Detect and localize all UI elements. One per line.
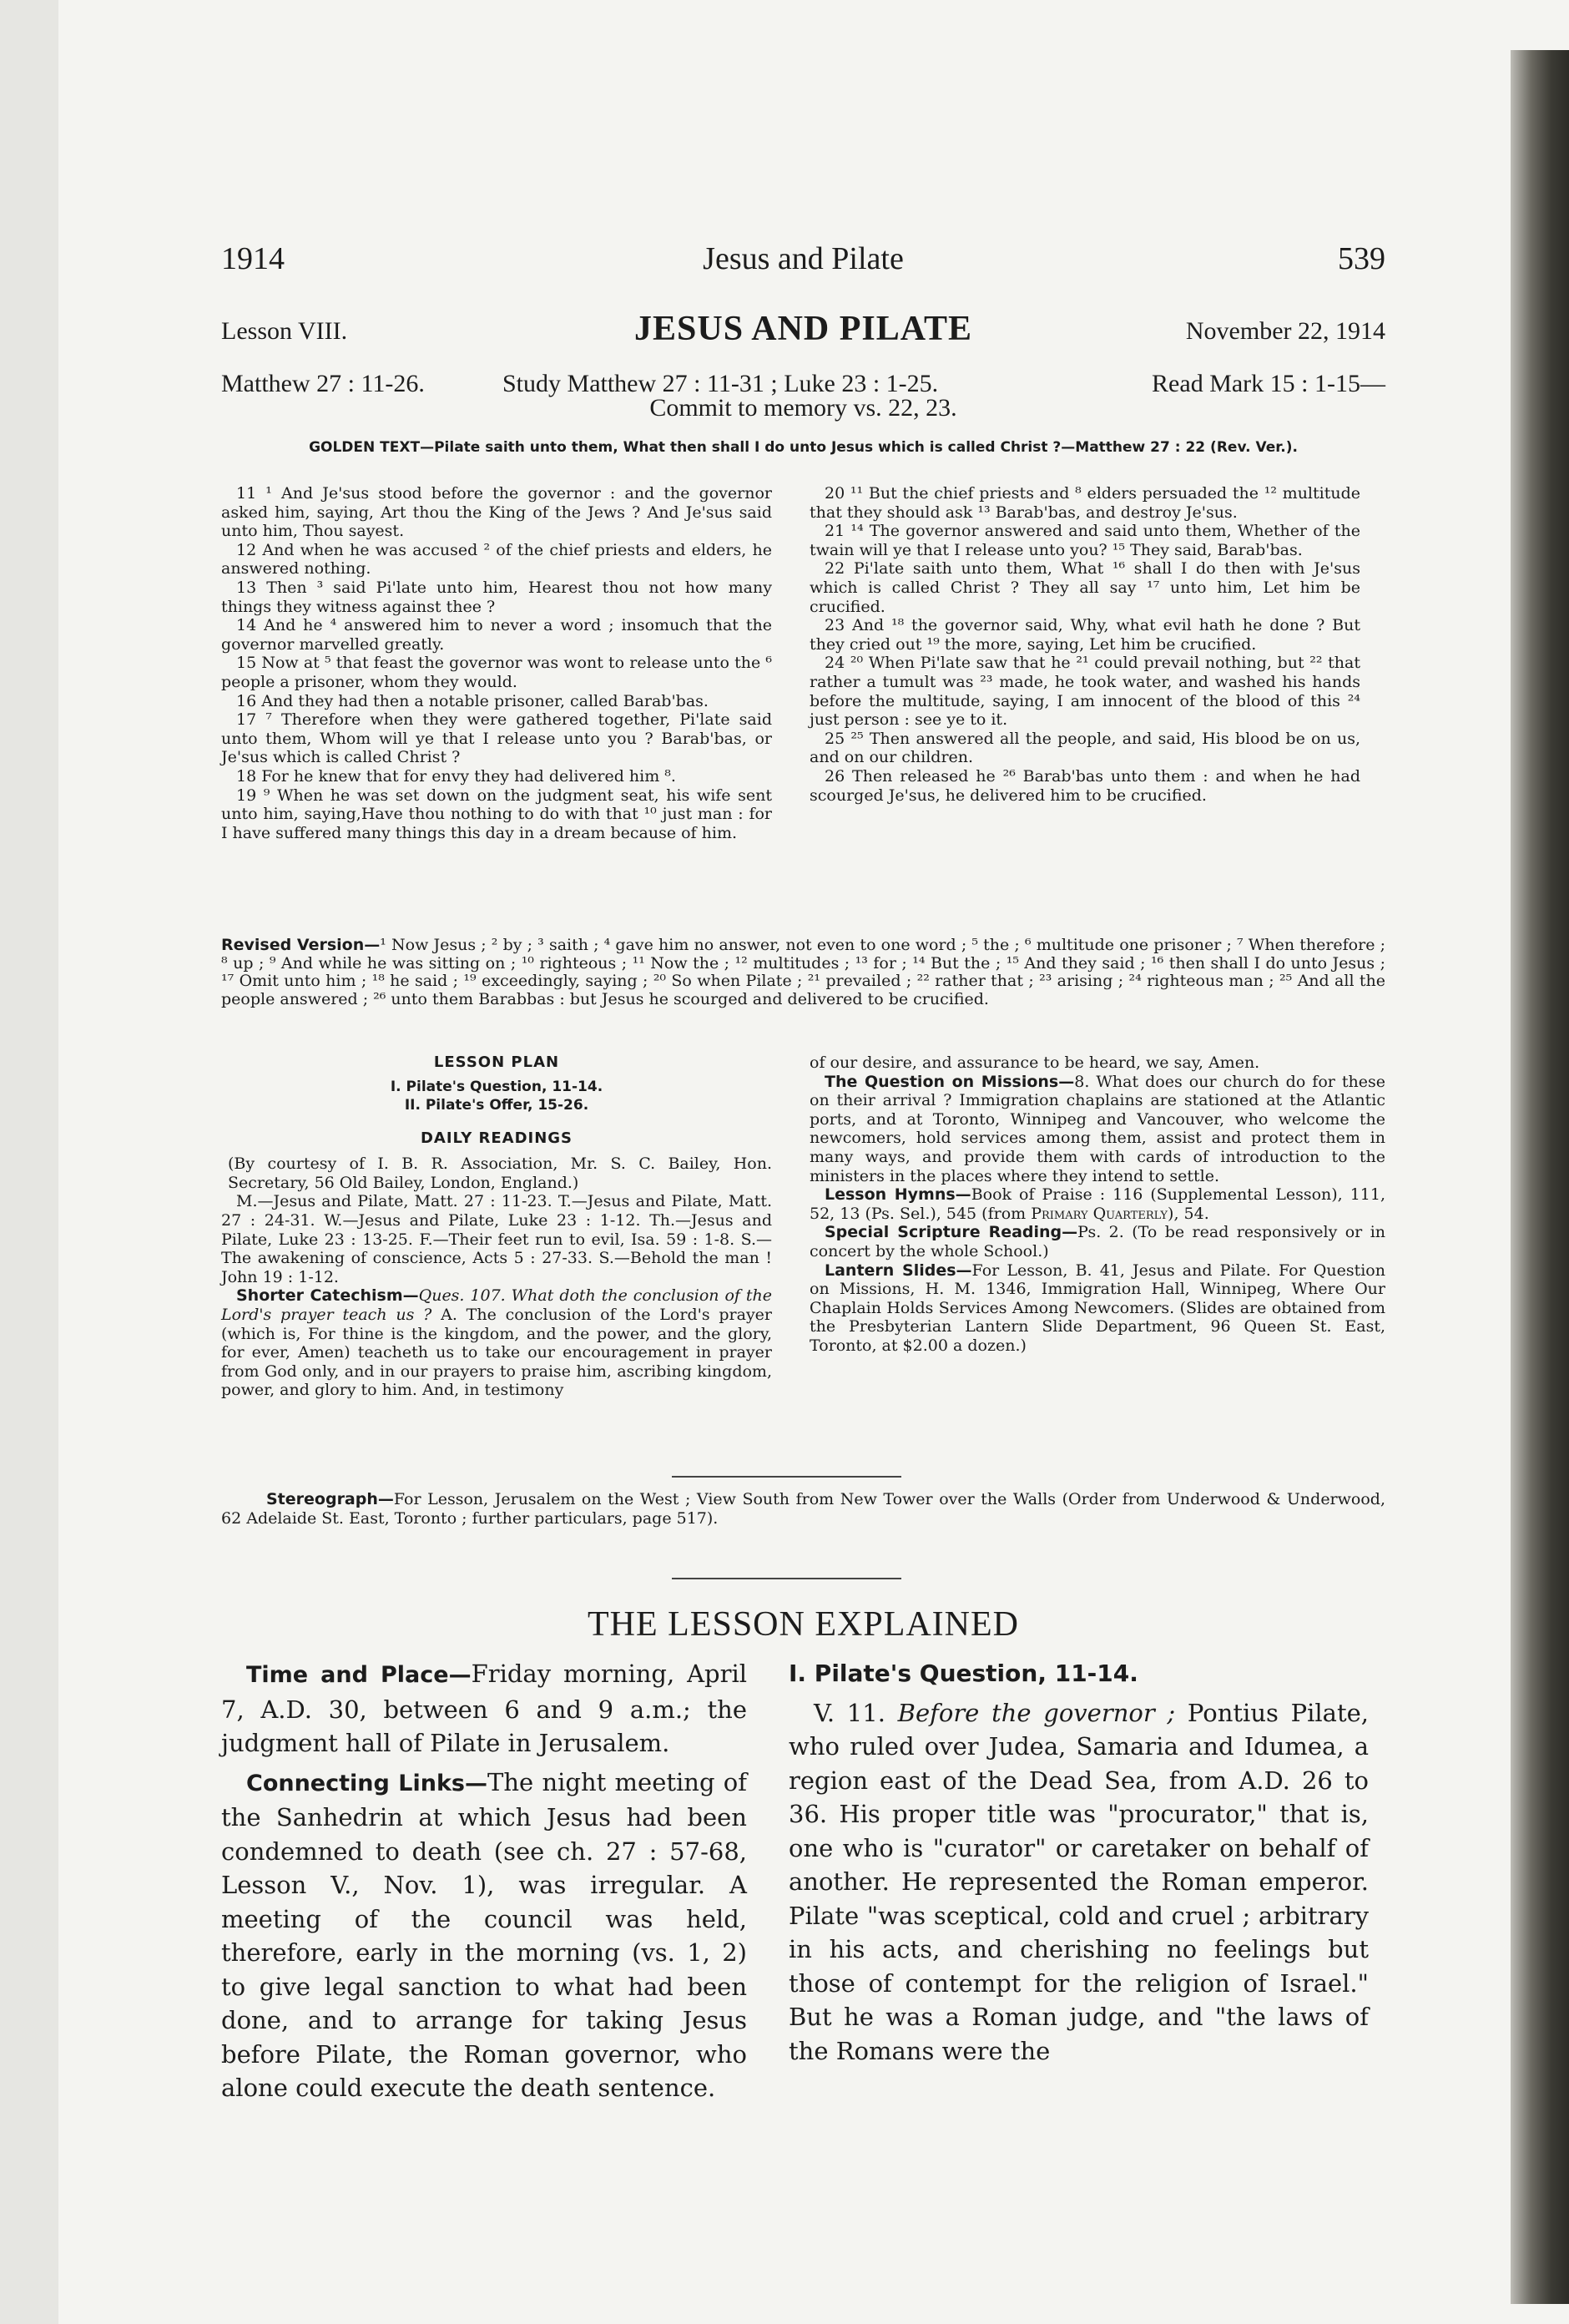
scripture-right-column xyxy=(810,484,1360,805)
scripture-verse: 11 ¹ And Je'sus stood before the governor : and the governor asked him, saying, Art thou the King of the Jews ? And Je'sus said unto him, Thou sayest. xyxy=(221,484,772,541)
missions-label: The Question on Missions— xyxy=(825,1072,1075,1091)
scripture-verse: 26 Then released he ²⁶ Barab'bas unto them : and when he had scourged Je'sus, he delivered him to be crucified. xyxy=(810,766,1360,805)
primary-quarterly: Primary Quarterly xyxy=(1031,1204,1168,1223)
lesson-number: Lesson VIII. xyxy=(221,317,348,345)
scripture-verse: 23 And ¹⁸ the governor said, Why, what evil hath he done ? But they cried out ¹⁹ the more, saying, Let him be crucified. xyxy=(810,616,1360,654)
scripture-verse: 21 ¹⁴ The governor answered and said unto them, Whether of the twain will ye that I release unto you? ¹⁵ They said, Barab'bas. xyxy=(810,522,1360,559)
revised-version-label: Revised Version— xyxy=(221,936,381,954)
daily-readings-heading: DAILY READINGS xyxy=(420,1129,573,1147)
connecting-links-label: Connecting Links— xyxy=(246,1770,487,1796)
scripture-verse: 22 Pi'late saith unto them, What ¹⁶ shall I do then with Je'sus which is called Christ ? They all say ¹⁷ unto him, Let him be crucified. xyxy=(810,559,1360,616)
scripture-left-column xyxy=(221,484,772,842)
scripture-verse: 19 ⁹ When he was set down on the judgment seat, his wife sent unto him, saying,Have thou nothing to do with that ¹⁰ just man : for I have suffered many things this day in a dream because of him. xyxy=(221,786,772,842)
scripture-verse: 15 Now at ⁵ that feast the governor was wont to release unto the ⁶ people a prisoner, whom they would. xyxy=(221,654,772,691)
stereograph xyxy=(221,1490,1385,1528)
daily-readings-text: M.—Jesus and Pilate, Matt. 27 : 11-23. T.—Jesus and Pilate, Matt. 27 : 24-31. W.—Jesus and Pilate, Luke 23 : 1-12. Th.—Jesus and Pilate, Luke 23 : 13-25. F.—Their feet run to evil, Isa. 59 : 1-8. S.—The awakening of conscience, Acts 5 : 27-33. S.—Behold the man ! John 19 : 1-12. xyxy=(221,1192,772,1286)
lesson-helps xyxy=(221,1053,1385,1488)
connecting-links-text: The night meeting of the Sanhedrin at which Jesus had been condemned to death (see ch. 27 : 57-68, Lesson V., Nov. 1), was irregular. A meeting of the council was held, therefore, early in the morning (vs. 1, 2) to give legal sanction to what had been done, and to arrange for taking Jesus before Pilate, the Roman governor, who alone could execute the death sentence. xyxy=(221,1767,747,2102)
lesson-date: November 22, 1914 xyxy=(1185,317,1385,345)
missions-text: 8. What does our church do for these on their arrival ? Immigration chaplains are stationed at the Atlantic ports, and at Toronto, Winnipeg and Vancouver, who welcome the newcomers, hold services among them, assist and protect them in many ways, and provide them with cards of introduction to the ministers in the places where they intend to settle. xyxy=(810,1072,1385,1185)
scripture-verse: 20 ¹¹ But the chief priests and ⁸ elders persuaded the ¹² multitude that they should ask ¹³ Barab'bas, and destroy Je'sus. xyxy=(810,484,1360,522)
lantern-text: For Lesson, B. 41, Jesus and Pilate. For Question on Missions, H. M. 1346, Immigration Hall, Winnipeg, Where Our Chaplain Holds Services Among Newcomers. (Slides are obtained from the Presbyterian Lantern Slide Department, 96 Queen St. East, Toronto, at $2.00 a dozen.) xyxy=(810,1261,1385,1355)
book-spine xyxy=(1511,50,1569,2304)
scripture-verse: 13 Then ³ said Pi'late unto him, Hearest thou not how many things they witness against thee ? xyxy=(221,578,772,616)
running-head xyxy=(221,240,1385,290)
lesson-plan-heading: LESSON PLAN xyxy=(433,1053,560,1071)
explained-right-column xyxy=(789,1657,1369,2068)
section-heading: I. Pilate's Question, 11-14. xyxy=(789,1660,1138,1687)
stereograph-label: Stereograph— xyxy=(266,1490,394,1508)
lesson-explained-heading: THE LESSON EXPLAINED xyxy=(588,1605,1019,1644)
special-scripture-reading xyxy=(810,1223,1385,1261)
verse-11-text: Pontius Pilate, who ruled over Judea, Samaria and Idumea, a region east of the Dead Sea, from A.D. 26 to 36. His proper title was "procurator," that is, one who is "curator" or caretaker on behalf of another. He represented the Roman emperor. Pilate "was sceptical, cold and cruel ; arbitrary in his acts, and cherishing no feelings but those of contempt for the religion of Israel." But he was a Roman judge, and "the laws of the Romans were the xyxy=(789,1698,1369,2065)
lesson-title: JESUS AND PILATE xyxy=(634,310,972,348)
connecting-links xyxy=(221,1766,747,2105)
hymns xyxy=(810,1185,1385,1223)
revised-version-text: ¹ Now Jesus ; ² by ; ³ saith ; ⁴ gave him no answer, not even to one word ; ⁵ the ; ⁶ multitude one prisoner ; ⁷ When therefore ; ⁸ up ; ⁹ And while he was sitting on ; ¹⁰ righteous ; ¹¹ Now the ; ¹² multitudes ; ¹³ for ; ¹⁴ But the ; ¹⁵ And they said ; ¹⁶ then shall I do unto Jesus ; ¹⁷ Omit unto him ; ¹⁸ he said ; ¹⁹ exceedingly, saying ; ²⁰ So when Pilate ; ²¹ prevailed ; ²² rather that ; ²³ arising ; ²⁴ righteous man ; ²⁵ And all the people answered ; ²⁶ unto them Barabbas : but Jesus he scourged and delivered to be crucified. xyxy=(221,936,1385,1008)
explained-left-column xyxy=(221,1657,747,2105)
special-reading-label: Special Scripture Reading— xyxy=(825,1223,1078,1242)
read-reference: Read Mark 15 : 1-15— xyxy=(1152,370,1385,397)
scripture-verse: 25 ²⁵ Then answered all the people, and said, His blood be on us, and on our children. xyxy=(810,729,1360,767)
book-page xyxy=(221,0,1385,2324)
commit-line: Commit to memory vs. 22, 23. xyxy=(649,394,957,422)
catechism-question-number: Ques. 107. xyxy=(418,1286,506,1306)
catechism-question: What doth the conclusion of the Lord's prayer teach us ? xyxy=(221,1286,772,1324)
time-and-place-label: Time and Place— xyxy=(246,1662,472,1688)
hymns-label: Lesson Hymns— xyxy=(825,1185,971,1205)
scripture-verse: 14 And he ⁴ answered him to never a word ; insomuch that the governor marvelled greatly. xyxy=(221,616,772,654)
lesson-plan xyxy=(221,1078,772,1114)
lesson-plan-item: I. Pilate's Question, 11-14. xyxy=(390,1078,603,1095)
lesson-header xyxy=(221,309,1385,351)
daily-readings-courtesy: (By courtesy of I. B. R. Association, Mr. S. C. Bailey, Hon. Secretary, 56 Old Bailey, London, England.) xyxy=(228,1154,772,1192)
verse-11-commentary xyxy=(789,1696,1369,2069)
study-reference: Study Matthew 27 : 11-31 ; Luke 23 : 1-25. xyxy=(502,370,939,397)
scripture-text xyxy=(221,484,1385,918)
shorter-catechism xyxy=(221,1286,772,1400)
time-and-place-text: Friday morning, April 7, A.D. 30, between 6 and 9 a.m.; the judgment hall of Pilate in Jerusalem. xyxy=(221,1660,747,1757)
lantern-label: Lantern Slides— xyxy=(825,1261,972,1280)
lesson-plan-item: II. Pilate's Offer, 15-26. xyxy=(404,1096,589,1114)
hymns-text: Book of Praise : 116 (Supplemental Lesson), 111, 52, 13 (Ps. Sel.), 545 (from xyxy=(810,1185,1385,1223)
verse-phrase: Before the governor ; xyxy=(897,1698,1176,1727)
time-and-place xyxy=(221,1657,747,1761)
helps-right-column xyxy=(810,1053,1385,1356)
scripture-verse: 16 And they had then a notable prisoner, called Barab'bas. xyxy=(236,691,709,710)
lantern-slides xyxy=(810,1261,1385,1356)
stereograph-text: For Lesson, Jerusalem on the West ; View South from New Tower over the Walls (Order from Underwood & Underwood, 62 Adelaide St. East, Toronto ; further particulars, page 517). xyxy=(221,1490,1385,1528)
divider-rule xyxy=(672,1476,901,1478)
special-reading-text: Ps. 2. (To be read responsively or in concert by the whole School.) xyxy=(810,1223,1386,1261)
verse-ref: V. 11. xyxy=(814,1698,885,1727)
running-head-year: 1914 xyxy=(221,241,285,276)
golden-text: GOLDEN TEXT—Pilate saith unto them, What then shall I do unto Jesus which is called Christ ?—Matthew 27 : 22 (Rev. Ver.). xyxy=(309,439,1298,456)
left-page-edge xyxy=(0,0,58,2324)
scripture-verse: 17 ⁷ Therefore when they were gathered together, Pi'late said unto them, Whom will ye that I release unto you ? Barab'bas, or Je'sus which is called Christ ? xyxy=(221,710,772,767)
catechism-answer: A. The conclusion of the Lord's prayer (which is, For thine is the kingdom, and the power, and the glory, for ever, Amen) teacheth us to take our encouragement in prayer from God only, and in our prayers to praise him, ascribing kingdom, power, and glory to him. And, in testimony xyxy=(221,1305,773,1400)
running-head-title: Jesus and Pilate xyxy=(703,241,904,276)
missions xyxy=(810,1073,1385,1186)
passage-reference: Matthew 27 : 11-26. xyxy=(221,370,425,397)
page-number: 539 xyxy=(1338,241,1385,276)
scripture-verse: 18 For he knew that for envy they had delivered him ⁸. xyxy=(236,766,676,786)
catechism-continued: of our desire, and assurance to be heard, we say, Amen. xyxy=(810,1053,1260,1072)
divider-rule xyxy=(672,1578,901,1579)
hymns-text-end: ), 54. xyxy=(1168,1204,1209,1223)
helps-left-column xyxy=(221,1053,772,1400)
scripture-verse: 12 And when he was accused ² of the chief priests and elders, he answered nothing. xyxy=(221,540,772,578)
catechism-label: Shorter Catechism— xyxy=(236,1286,419,1306)
revised-version xyxy=(221,937,1385,1008)
lesson-explained xyxy=(221,1657,1385,2102)
scripture-verse: 24 ²⁰ When Pi'late saw that he ²¹ could prevail nothing, but ²² that rather a tumult was ²³ made, he took water, and washed his hands before the multitude, saying, I am innocent of the blood of this ²⁴ just person : see ye to it. xyxy=(810,654,1360,730)
